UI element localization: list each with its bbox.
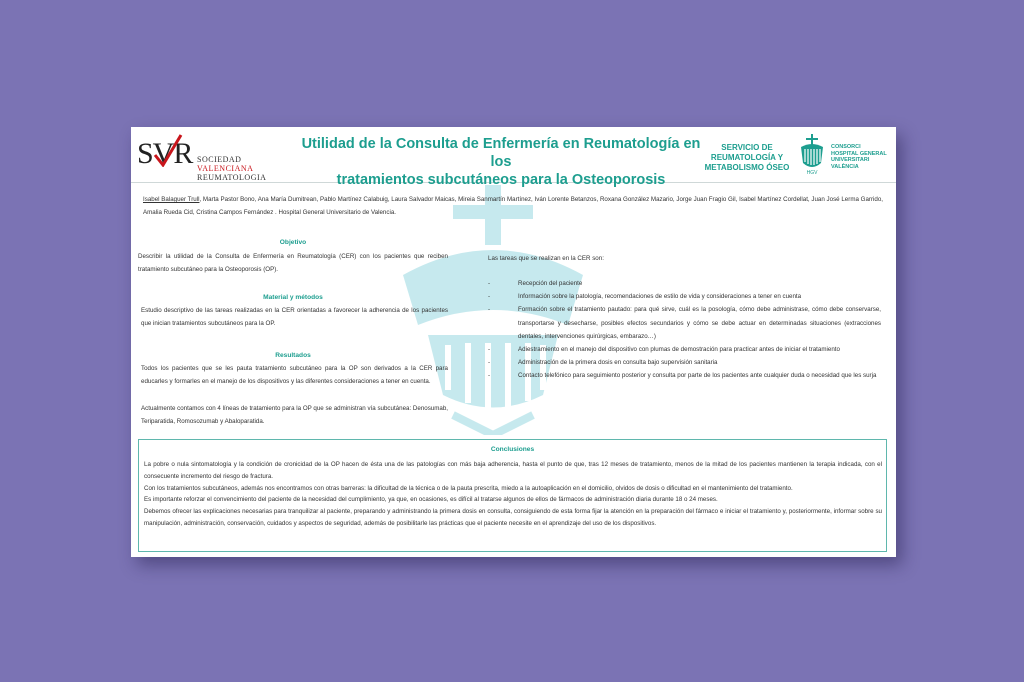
material-text: Estudio descriptivo de las tareas realizadas en la CER orientadas a favorecer la adherencia de los pacientes que inician tratamientos subcutáneos para la OP.	[141, 307, 448, 327]
task-text: Contacto telefónico para seguimiento posterior y consulta por parte de los pacientes ante cualquier duda o necesidad que les surja	[518, 372, 877, 380]
hospital-emblem-icon	[797, 133, 827, 175]
task-text: Adiestramiento en el manejo del dispositivo con plumas de demostración para practicar antes de iniciar el tratamiento	[518, 346, 840, 354]
objetivo-text: Describir la utilidad de la Consulta de Enfermería en Reumatología (CER) con los pacientes que reciben tratamiento subcutáneo para la Osteoporosis (OP).	[138, 253, 448, 273]
other-authors: , Marta Pastor Bono, Ana María Dumitrean, Pablo Martínez Calabuig, Laura Salvador Maicas, Mireia Sanmartín Martínez, Iván Lorente Betanzos, Roxana González Mazario, Jorge Juan Fragio Gil, Isabel Martínez Cordellat, Juan José Lerma Garrido, Amalia Rueda Cid, Cristina Campos Fernández . Hospital General Universitario de Valencia.	[143, 196, 884, 216]
conclusion-paragraph-1: La pobre o nula sintomatología y la condición de cronicidad de la OP hacen de ésta una de las patologías con más baja adherencia, hasta el punto de que, tras 12 meses de tratamiento, menos de la mitad de los pacientes mantienen la terapia indicada, con el consecuente incremento del riesgo de fractura.	[144, 461, 882, 480]
list-dash: -	[488, 372, 491, 380]
svr-logo-text	[197, 155, 287, 182]
conclusiones-heading: Conclusiones	[490, 446, 535, 453]
list-dash: -	[488, 306, 491, 314]
conclusion-paragraph-3: Es importante reforzar el convencimiento del paciente de la necesidad del cumplimiento, ya que, en ocasiones, es difícil al tratarse algunos de ellos de fármacos de administración diaria durante 18 o 24 meses.	[144, 496, 718, 504]
list-item	[488, 369, 881, 382]
service-line-3: METABOLISMO ÓSEO	[704, 163, 790, 172]
svr-logo-reumatologia: REUMATOLOGIA	[197, 173, 267, 182]
emblem-caption: HGV	[806, 170, 818, 175]
service-line-1: SERVICIO DE	[721, 143, 773, 152]
service-label	[699, 143, 795, 173]
list-dash: -	[488, 359, 491, 367]
task-text: Formación sobre el tratamiento pautado: para qué sirve, cuál es la posología, cómo debe administrase, cómo debe conservarse, transportarse y desecharse, posibles efectos secundarios y cómo se debe actuar en determinadas situaciones (extracciones dentales, intervenciones quirúrgicas, embarazo…)	[518, 306, 881, 340]
title-line-1: Utilidad de la Consulta de Enfermería en Reumatología en los	[301, 136, 701, 170]
poster-header	[131, 127, 896, 188]
task-text: Recepción del paciente	[518, 280, 583, 287]
list-item	[488, 356, 881, 369]
svr-logo-valenciana: VALENCIANA	[197, 164, 254, 173]
svr-logo-sociedad: SOCIEDAD	[197, 155, 242, 164]
resultados-heading: Resultados	[275, 352, 311, 359]
list-item	[488, 343, 881, 356]
resultados-text-1: Todos los pacientes que se les pauta tratamiento subcutáneo para la OP son derivados a la CER para educarles y formarles en el manejo de los dispositivos y las diferentes consideraciones a tener en cuenta.	[141, 365, 448, 385]
conclusiones-box	[138, 439, 887, 552]
conclusiones-body	[144, 459, 882, 530]
title-line-2: tratamientos subcutáneos para la Osteoporosis	[336, 172, 666, 188]
list-dash: -	[488, 293, 491, 301]
tasks-list	[488, 277, 881, 383]
hospital-line-2: HOSPITAL GENERAL	[831, 150, 887, 157]
svr-logo	[137, 131, 287, 182]
task-text: Información sobre la patología, recomendaciones de estilo de vida y consideraciones a tener en cuenta	[518, 293, 802, 301]
check-mark-icon	[153, 133, 183, 167]
hospital-line-4: VALÈNCIA	[831, 163, 859, 170]
list-item	[488, 303, 881, 343]
tasks-intro: Las tareas que se realizan en la CER son:	[488, 255, 604, 262]
first-author: Isabel Balaguer Trull	[143, 196, 200, 203]
task-text: Administración de la primera dosis en consulta bajo supervisión sanitaria	[518, 359, 718, 367]
objetivo-heading: Objetivo	[279, 239, 307, 246]
conclusion-paragraph-4: Debemos ofrecer las explicaciones necesarias para tranquilizar al paciente, preparando y administrando la primera dosis en consulta, consiguiendo de esta forma fijar la atención en la preparación del fármaco e iniciar el tratamiento y, posteriormente, informar sobre su manipulación, administración, conservación, cuidados y aspectos de seguridad, además de posibilitarle las prácticas que el paciente necesite en el aprendizaje del uso de los dispositivos.	[144, 508, 882, 527]
list-item	[488, 290, 881, 303]
resultados-text-2: Actualmente contamos con 4 líneas de tratamiento para la OP que se administran vía subcutánea: Denosumab, Teriparatida, Romosozumab y Abaloparatida.	[141, 405, 448, 425]
service-line-2: REUMATOLOGÍA Y	[710, 153, 784, 162]
material-heading: Material y métodos	[263, 294, 323, 301]
poster	[131, 127, 896, 557]
poster-title	[296, 135, 706, 189]
hospital-line-3: UNIVERSITARI	[831, 157, 870, 163]
list-dash: -	[488, 280, 491, 287]
hospital-line-1: CONSORCI	[831, 144, 861, 150]
svr-logo-letters: SVR	[137, 137, 193, 170]
conclusion-paragraph-2: Con los tratamientos subcutáneos, además nos encontramos con otras barreras: la dificultad de la técnica o de la pauta prescrita, miedo a la autoaplicación en el domicilio, olvidos de dosis o dificultad en el mantenimiento del tratamiento.	[144, 484, 793, 492]
authors	[143, 193, 883, 219]
list-item	[488, 277, 881, 290]
list-dash: -	[488, 346, 491, 354]
hospital-name	[831, 144, 887, 170]
